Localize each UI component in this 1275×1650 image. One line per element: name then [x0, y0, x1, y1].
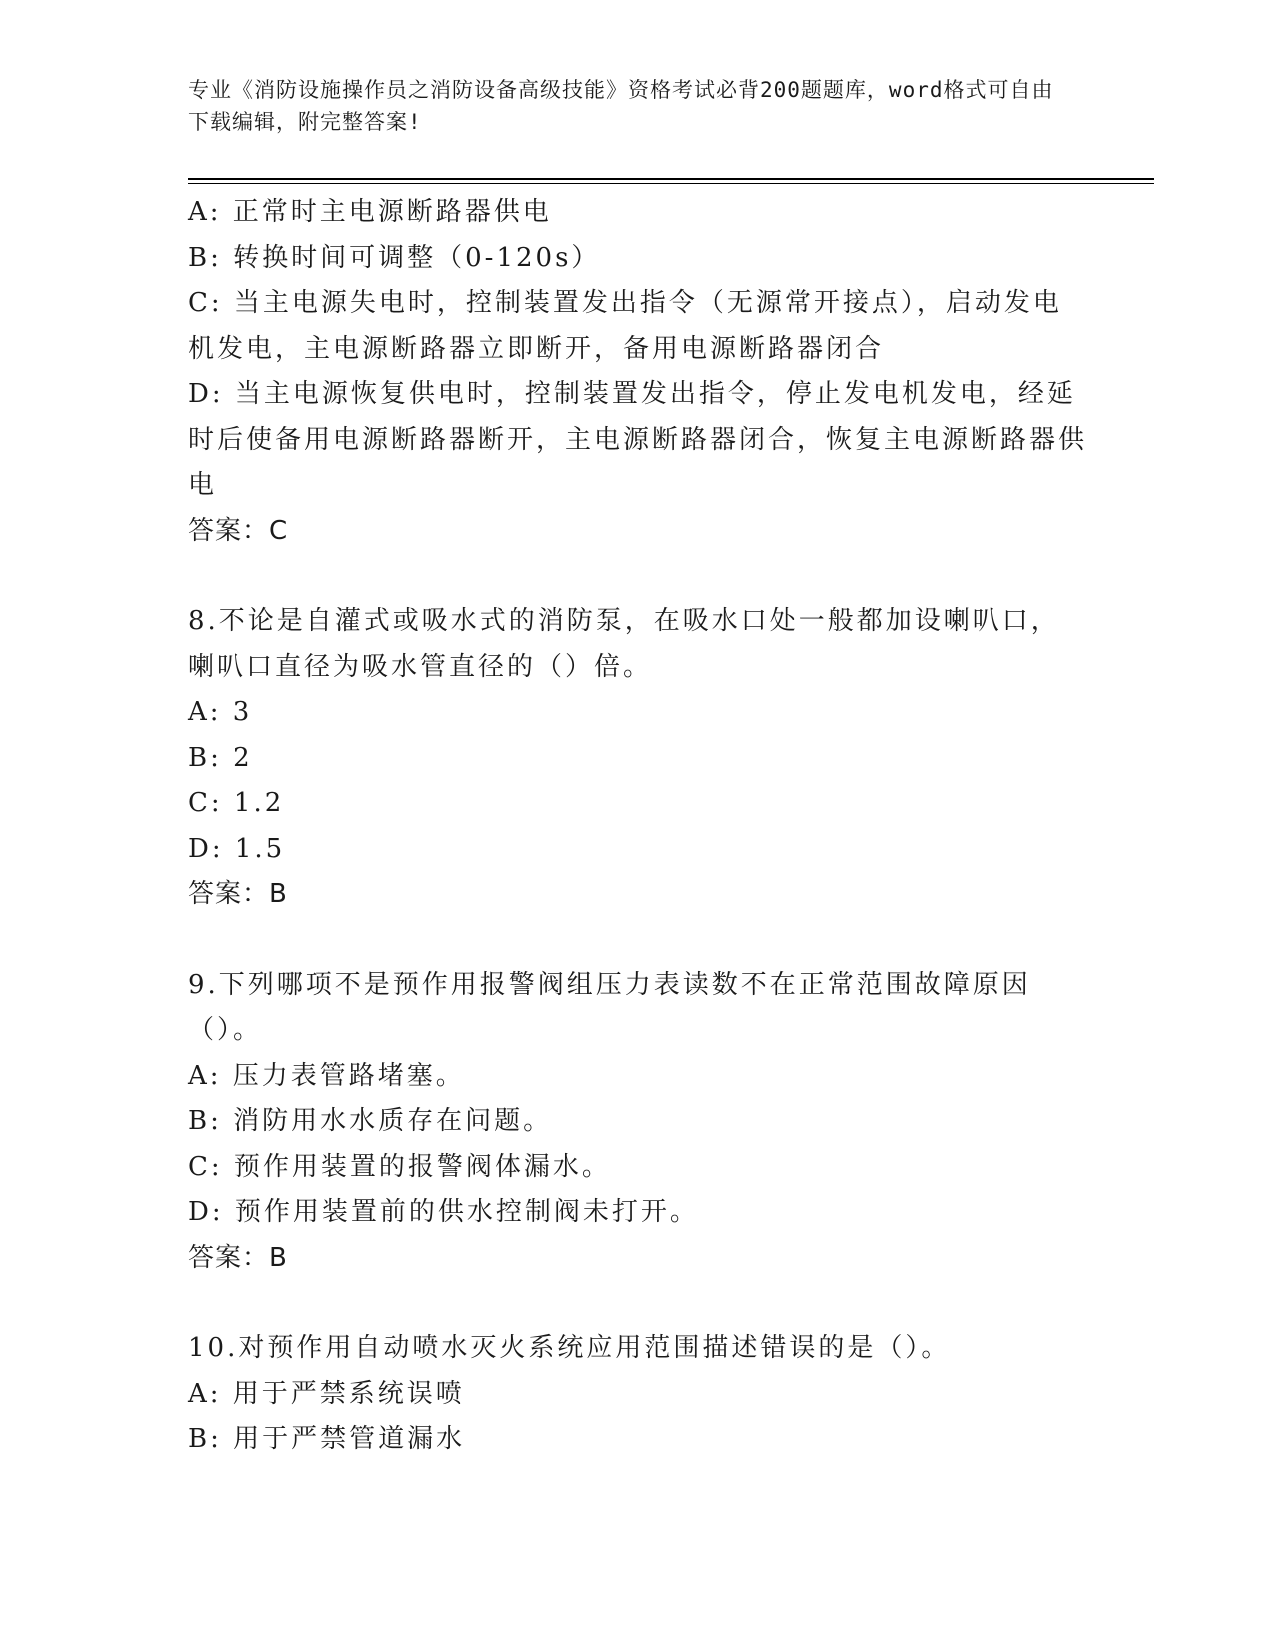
question-stem: 8.不论是自灌式或吸水式的消防泵，在吸水口处一般都加设喇叭口，喇叭口直径为吸水管直径的（）倍。	[188, 606, 1060, 682]
option-b: B: 转换时间可调整（0-120s）	[188, 242, 601, 273]
option-b: B: 用于严禁管道漏水	[188, 1424, 466, 1454]
option-d: D: 预作用装置前的供水控制阀未打开。	[188, 1197, 699, 1227]
document-header: 专业《消防设施操作员之消防设备高级技能》资格考试必背200题题库，word格式可自由下载编辑，附完整答案!	[188, 78, 1054, 134]
option-d: D: 当主电源恢复供电时，控制装置发出指令，停止发电机发电，经延时后使备用电源断路器断开，主电源断路器闭合，恢复主电源断路器供电	[188, 379, 1088, 500]
answer-line: 答案：B	[188, 1242, 288, 1273]
option-a: A: 3	[188, 697, 253, 727]
question-8	[188, 599, 1088, 918]
answer-line: 答案：B	[188, 879, 288, 909]
header-divider	[188, 178, 1154, 180]
option-c: C: 当主电源失电时，控制装置发出指令（无源常开接点），启动发电机发电，主电源断路器立即断开，备用电源断路器闭合	[188, 288, 1062, 364]
question-stem: 10.对预作用自动喷水灭火系统应用范围描述错误的是（）。	[188, 1333, 951, 1363]
option-d: D: 1.5	[188, 833, 286, 864]
question-stem: 9.下列哪项不是预作用报警阀组压力表读数不在正常范围故障原因（）。	[188, 969, 1031, 1045]
question-10	[188, 1326, 1088, 1463]
option-b: B: 消防用水水质存在问题。	[188, 1106, 553, 1136]
option-a: A: 用于严禁系统误喷	[188, 1378, 465, 1409]
option-b: B: 2	[188, 742, 253, 773]
header-divider-thin	[188, 183, 1154, 184]
option-c: C: 预作用装置的报警阀体漏水。	[188, 1151, 611, 1182]
option-a: A: 压力表管路堵塞。	[188, 1060, 465, 1091]
question-7	[188, 190, 1088, 554]
answer-line: 答案：C	[188, 515, 289, 546]
option-c: C: 1.2	[188, 788, 285, 818]
option-a: A: 正常时主电源断路器供电	[188, 197, 552, 227]
question-9	[188, 963, 1088, 1282]
question-content	[188, 190, 1088, 1463]
